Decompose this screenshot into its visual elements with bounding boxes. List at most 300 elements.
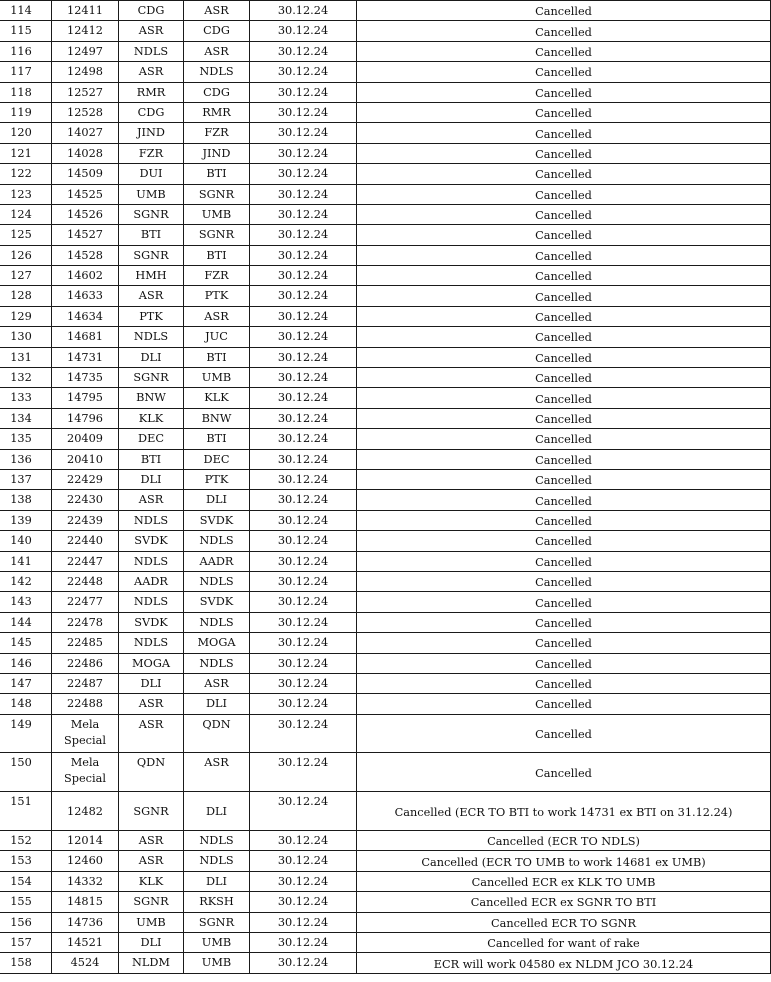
train-number-cell: 14731 [52,347,119,367]
serial-number-cell: 153 [0,851,52,871]
to-station-cell: DLI [184,871,250,891]
status-cell: Cancelled [357,510,771,530]
table-row [0,612,771,632]
date-cell: 30.12.24 [250,143,357,163]
to-station-cell: FZR [184,123,250,143]
date-cell: 30.12.24 [250,286,357,306]
train-number-cell: 12498 [52,62,119,82]
train-number-cell: 14796 [52,408,119,428]
serial-number-cell: 120 [0,123,52,143]
serial-number-cell: 127 [0,266,52,286]
to-station-cell: RKSH [184,892,250,912]
train-number-cell: 22486 [52,653,119,673]
status-cell: Cancelled [357,449,771,469]
serial-number-cell: 123 [0,184,52,204]
from-station-cell: QDN [119,753,184,792]
status-cell: Cancelled [357,612,771,632]
from-station-cell: KLK [119,871,184,891]
train-number-cell: 22478 [52,612,119,632]
to-station-cell: BNW [184,408,250,428]
table-row [0,871,771,891]
to-station-cell: NDLS [184,831,250,851]
from-station-cell: DLI [119,673,184,693]
serial-number-cell: 136 [0,449,52,469]
to-station-cell: JIND [184,143,250,163]
serial-number-cell: 134 [0,408,52,428]
status-cell: Cancelled [357,347,771,367]
to-station-cell: AADR [184,551,250,571]
from-station-cell: ASR [119,851,184,871]
serial-number-cell: 141 [0,551,52,571]
date-cell: 30.12.24 [250,714,357,753]
to-station-cell: KLK [184,388,250,408]
serial-number-cell: 155 [0,892,52,912]
train-number-cell: 4524 [52,953,119,973]
from-station-cell: DUI [119,164,184,184]
serial-number-cell: 151 [0,792,52,831]
to-station-cell: CDG [184,82,250,102]
date-cell: 30.12.24 [250,21,357,41]
from-station-cell: NDLS [119,551,184,571]
from-station-cell: DEC [119,429,184,449]
status-cell: Cancelled [357,694,771,714]
from-station-cell: JIND [119,123,184,143]
date-cell: 30.12.24 [250,102,357,122]
serial-number-cell: 152 [0,831,52,851]
status-cell: Cancelled [357,592,771,612]
to-station-cell: DLI [184,490,250,510]
serial-number-cell: 149 [0,714,52,753]
serial-number-cell: 115 [0,21,52,41]
status-cell: Cancelled (ECR TO NDLS) [357,831,771,851]
table-row [0,449,771,469]
table-row [0,571,771,591]
serial-number-cell: 154 [0,871,52,891]
serial-number-cell: 156 [0,912,52,932]
status-cell: Cancelled [357,286,771,306]
status-cell: Cancelled [357,408,771,428]
status-cell: Cancelled [357,204,771,224]
date-cell: 30.12.24 [250,633,357,653]
status-cell: Cancelled [357,306,771,326]
train-number-cell: 14815 [52,892,119,912]
train-number-cell: 22477 [52,592,119,612]
table-row [0,912,771,932]
train-number-cell: 22439 [52,510,119,530]
date-cell: 30.12.24 [250,1,357,21]
status-cell: Cancelled [357,388,771,408]
table-row [0,892,771,912]
to-station-cell: NDLS [184,62,250,82]
table-row [0,469,771,489]
status-cell: Cancelled [357,164,771,184]
status-cell: Cancelled [357,653,771,673]
train-number-cell: 12460 [52,851,119,871]
date-cell: 30.12.24 [250,933,357,953]
to-station-cell: PTK [184,286,250,306]
date-cell: 30.12.24 [250,266,357,286]
serial-number-cell: 135 [0,429,52,449]
to-station-cell: ASR [184,1,250,21]
date-cell: 30.12.24 [250,306,357,326]
from-station-cell: SGNR [119,892,184,912]
table-row [0,82,771,102]
date-cell: 30.12.24 [250,368,357,388]
train-number-cell: 22488 [52,694,119,714]
train-number-cell: 12482 [52,792,119,831]
status-cell: Cancelled (ECR TO UMB to work 14681 ex UMB) [357,851,771,871]
from-station-cell: KLK [119,408,184,428]
from-station-cell: FZR [119,143,184,163]
from-station-cell: SVDK [119,612,184,632]
status-cell: Cancelled [357,469,771,489]
to-station-cell: BTI [184,429,250,449]
date-cell: 30.12.24 [250,327,357,347]
serial-number-cell: 158 [0,953,52,973]
to-station-cell: ASR [184,753,250,792]
status-cell: Cancelled [357,327,771,347]
date-cell: 30.12.24 [250,673,357,693]
status-cell: Cancelled ECR ex SGNR TO BTI [357,892,771,912]
train-number-cell: 14736 [52,912,119,932]
table-row [0,368,771,388]
serial-number-cell: 147 [0,673,52,693]
date-cell: 30.12.24 [250,792,357,831]
date-cell: 30.12.24 [250,429,357,449]
train-number-cell: 14633 [52,286,119,306]
status-cell: Cancelled [357,225,771,245]
train-number-cell: 14027 [52,123,119,143]
train-number-cell: 14735 [52,368,119,388]
serial-number-cell: 137 [0,469,52,489]
status-cell: Cancelled [357,41,771,61]
to-station-cell: UMB [184,368,250,388]
from-station-cell: ASR [119,286,184,306]
to-station-cell: NDLS [184,851,250,871]
table-row [0,102,771,122]
to-station-cell: NDLS [184,571,250,591]
serial-number-cell: 130 [0,327,52,347]
table-row [0,143,771,163]
date-cell: 30.12.24 [250,245,357,265]
serial-number-cell: 118 [0,82,52,102]
to-station-cell: SGNR [184,912,250,932]
to-station-cell: SGNR [184,184,250,204]
serial-number-cell: 121 [0,143,52,163]
table-row [0,327,771,347]
date-cell: 30.12.24 [250,592,357,612]
status-cell: Cancelled [357,82,771,102]
from-station-cell: ASR [119,831,184,851]
to-station-cell: MOGA [184,633,250,653]
table-row [0,694,771,714]
from-station-cell: BNW [119,388,184,408]
date-cell: 30.12.24 [250,571,357,591]
date-cell: 30.12.24 [250,694,357,714]
to-station-cell: JUC [184,327,250,347]
table-row [0,531,771,551]
table-row [0,933,771,953]
train-number-cell: 14332 [52,871,119,891]
to-station-cell: DLI [184,792,250,831]
from-station-cell: UMB [119,184,184,204]
to-station-cell: DLI [184,694,250,714]
to-station-cell: SVDK [184,592,250,612]
status-cell: Cancelled [357,551,771,571]
date-cell: 30.12.24 [250,41,357,61]
from-station-cell: UMB [119,912,184,932]
to-station-cell: SVDK [184,510,250,530]
from-station-cell: SGNR [119,204,184,224]
status-cell: Cancelled [357,714,771,753]
to-station-cell: UMB [184,953,250,973]
date-cell: 30.12.24 [250,871,357,891]
date-cell: 30.12.24 [250,531,357,551]
serial-number-cell: 144 [0,612,52,632]
serial-number-cell: 145 [0,633,52,653]
serial-number-cell: 138 [0,490,52,510]
from-station-cell: SGNR [119,245,184,265]
serial-number-cell: 124 [0,204,52,224]
from-station-cell: BTI [119,449,184,469]
status-cell: Cancelled [357,123,771,143]
table-row [0,592,771,612]
status-cell: Cancelled [357,62,771,82]
serial-number-cell: 116 [0,41,52,61]
date-cell: 30.12.24 [250,490,357,510]
date-cell: 30.12.24 [250,388,357,408]
from-station-cell: CDG [119,1,184,21]
to-station-cell: SGNR [184,225,250,245]
serial-number-cell: 143 [0,592,52,612]
serial-number-cell: 114 [0,1,52,21]
train-number-cell: 14681 [52,327,119,347]
date-cell: 30.12.24 [250,347,357,367]
table-row [0,21,771,41]
train-number-cell: 12411 [52,1,119,21]
status-cell: Cancelled [357,673,771,693]
table-row [0,388,771,408]
status-cell: Cancelled [357,21,771,41]
status-cell: Cancelled (ECR TO BTI to work 14731 ex BTI on 31.12.24) [357,792,771,831]
table-row [0,633,771,653]
from-station-cell: NLDM [119,953,184,973]
train-number-cell: 14526 [52,204,119,224]
train-number-cell: 12014 [52,831,119,851]
date-cell: 30.12.24 [250,164,357,184]
from-station-cell: NDLS [119,41,184,61]
from-station-cell: ASR [119,490,184,510]
from-station-cell: PTK [119,306,184,326]
to-station-cell: RMR [184,102,250,122]
status-cell: Cancelled [357,266,771,286]
to-station-cell: ASR [184,306,250,326]
serial-number-cell: 125 [0,225,52,245]
serial-number-cell: 117 [0,62,52,82]
to-station-cell: BTI [184,245,250,265]
train-number-cell: 14521 [52,933,119,953]
to-station-cell: NDLS [184,531,250,551]
train-number-cell: Mela Special [52,753,119,792]
train-number-cell: 14509 [52,164,119,184]
table-row [0,1,771,21]
from-station-cell: ASR [119,62,184,82]
date-cell: 30.12.24 [250,510,357,530]
table-row [0,851,771,871]
from-station-cell: SGNR [119,368,184,388]
serial-number-cell: 122 [0,164,52,184]
table-row [0,831,771,851]
table-row [0,753,771,792]
table-row [0,673,771,693]
status-cell: Cancelled [357,102,771,122]
train-number-cell: 22485 [52,633,119,653]
from-station-cell: DLI [119,933,184,953]
from-station-cell: NDLS [119,633,184,653]
from-station-cell: MOGA [119,653,184,673]
from-station-cell: NDLS [119,510,184,530]
to-station-cell: CDG [184,21,250,41]
date-cell: 30.12.24 [250,551,357,571]
status-cell: ECR will work 04580 ex NLDM JCO 30.12.24 [357,953,771,973]
date-cell: 30.12.24 [250,831,357,851]
status-cell: Cancelled [357,571,771,591]
train-number-cell: 22430 [52,490,119,510]
train-number-cell: 14634 [52,306,119,326]
to-station-cell: DEC [184,449,250,469]
serial-number-cell: 119 [0,102,52,122]
date-cell: 30.12.24 [250,449,357,469]
status-cell: Cancelled [357,1,771,21]
status-cell: Cancelled ECR ex KLK TO UMB [357,871,771,891]
to-station-cell: FZR [184,266,250,286]
date-cell: 30.12.24 [250,612,357,632]
table-row [0,41,771,61]
from-station-cell: NDLS [119,592,184,612]
train-number-cell: Mela Special [52,714,119,753]
train-number-cell: 14602 [52,266,119,286]
from-station-cell: CDG [119,102,184,122]
train-number-cell: 22429 [52,469,119,489]
from-station-cell: ASR [119,714,184,753]
from-station-cell: AADR [119,571,184,591]
table-row [0,184,771,204]
date-cell: 30.12.24 [250,204,357,224]
to-station-cell: QDN [184,714,250,753]
train-number-cell: 14525 [52,184,119,204]
train-number-cell: 22440 [52,531,119,551]
table-row [0,225,771,245]
table-row [0,266,771,286]
serial-number-cell: 150 [0,753,52,792]
status-cell: Cancelled for want of rake [357,933,771,953]
date-cell: 30.12.24 [250,123,357,143]
status-cell: Cancelled [357,490,771,510]
serial-number-cell: 146 [0,653,52,673]
to-station-cell: NDLS [184,653,250,673]
date-cell: 30.12.24 [250,469,357,489]
to-station-cell: BTI [184,347,250,367]
table-row [0,62,771,82]
status-cell: Cancelled [357,531,771,551]
train-number-cell: 22447 [52,551,119,571]
date-cell: 30.12.24 [250,82,357,102]
to-station-cell: UMB [184,933,250,953]
from-station-cell: DLI [119,469,184,489]
status-cell: Cancelled ECR TO SGNR [357,912,771,932]
table-row [0,347,771,367]
train-number-cell: 12528 [52,102,119,122]
date-cell: 30.12.24 [250,62,357,82]
serial-number-cell: 133 [0,388,52,408]
date-cell: 30.12.24 [250,953,357,973]
table-row [0,653,771,673]
date-cell: 30.12.24 [250,408,357,428]
from-station-cell: ASR [119,21,184,41]
table-row [0,953,771,973]
status-cell: Cancelled [357,753,771,792]
table-row [0,490,771,510]
date-cell: 30.12.24 [250,851,357,871]
status-cell: Cancelled [357,633,771,653]
train-number-cell: 20410 [52,449,119,469]
from-station-cell: NDLS [119,327,184,347]
serial-number-cell: 129 [0,306,52,326]
table-row [0,792,771,831]
table-row [0,510,771,530]
from-station-cell: RMR [119,82,184,102]
date-cell: 30.12.24 [250,225,357,245]
status-cell: Cancelled [357,429,771,449]
train-number-cell: 12527 [52,82,119,102]
train-number-cell: 22448 [52,571,119,591]
serial-number-cell: 131 [0,347,52,367]
serial-number-cell: 157 [0,933,52,953]
date-cell: 30.12.24 [250,184,357,204]
from-station-cell: SVDK [119,531,184,551]
table-row [0,306,771,326]
to-station-cell: UMB [184,204,250,224]
table-row [0,551,771,571]
to-station-cell: ASR [184,41,250,61]
status-cell: Cancelled [357,245,771,265]
serial-number-cell: 148 [0,694,52,714]
train-number-cell: 20409 [52,429,119,449]
table-row [0,164,771,184]
serial-number-cell: 142 [0,571,52,591]
table-row [0,429,771,449]
to-station-cell: ASR [184,673,250,693]
serial-number-cell: 140 [0,531,52,551]
date-cell: 30.12.24 [250,753,357,792]
date-cell: 30.12.24 [250,912,357,932]
train-number-cell: 14527 [52,225,119,245]
to-station-cell: BTI [184,164,250,184]
table-row [0,286,771,306]
serial-number-cell: 126 [0,245,52,265]
train-number-cell: 14028 [52,143,119,163]
from-station-cell: HMH [119,266,184,286]
table-body [0,1,771,974]
date-cell: 30.12.24 [250,653,357,673]
train-number-cell: 12497 [52,41,119,61]
from-station-cell: ASR [119,694,184,714]
to-station-cell: PTK [184,469,250,489]
train-number-cell: 22487 [52,673,119,693]
from-station-cell: SGNR [119,792,184,831]
table-row [0,204,771,224]
train-number-cell: 14528 [52,245,119,265]
